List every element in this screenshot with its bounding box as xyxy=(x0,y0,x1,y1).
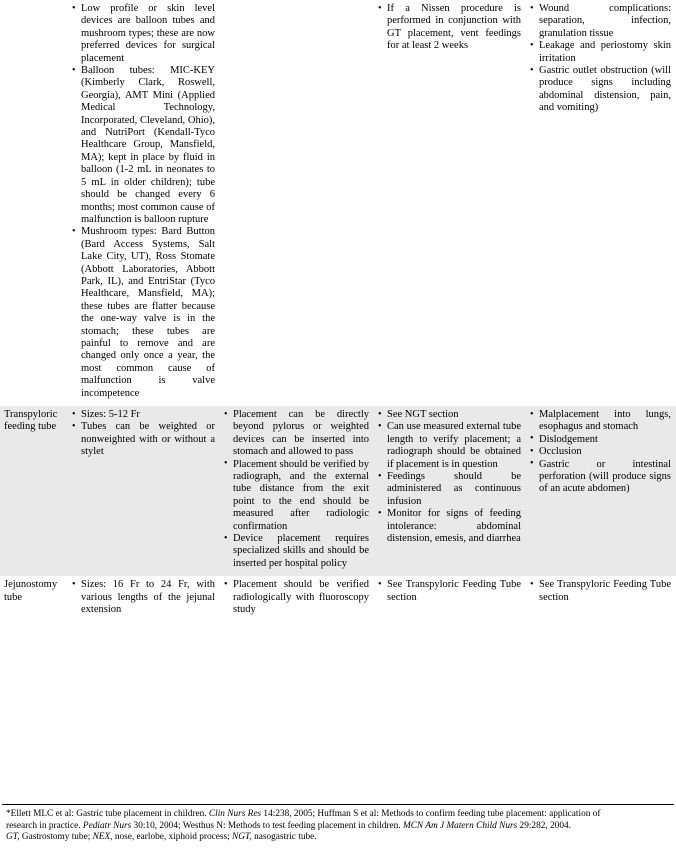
list-item: • Monitor for signs of feeding intolerance: abdominal distension, emesis, and diarrhea xyxy=(378,508,521,545)
list-item: • Low profile or skin level devices are balloon tubes and mushroom types; these are now preferred devices for surgical placement xyxy=(72,3,215,65)
table-row xyxy=(0,0,676,406)
row-cell-c xyxy=(374,0,526,406)
abbrev-gt: GT, xyxy=(6,831,20,842)
footnote-line-1 xyxy=(6,809,670,820)
list-item: • Can use measured external tube length to verify placement; a radiograph should be obtained if placement is in question xyxy=(378,421,521,471)
list-item: • Occlusion xyxy=(530,446,671,458)
table-row xyxy=(0,576,676,622)
row-cell-c xyxy=(374,406,526,576)
table-row xyxy=(0,406,676,576)
list-item: • Mushroom types: Bard Button (Bard Access Systems, Salt Lake City, UT), Ross Stomate (Abbott Laboratories, Abbott Park, IL), and EntriStar (Tyco Healthcare, Mansfield, MA); these tubes are flatter because the one-way valve is in the stomach; these tubes are painful to remove and are changed only once a year, the most common cause of malfunction is valve incompetence xyxy=(72,226,215,400)
list-item: • Wound complications: separation, infection, granulation tissue xyxy=(530,3,671,40)
list-item: • Balloon tubes: MIC-KEY (Kimberly Clark, Roswell, Georgia), AMT Mini (Applied Medical Technology, Incorporated, Cleveland, Ohio), and NutriPort (Kendall-Tyco Healthcare Group, Mansfield, MA); kept in place by fluid in balloon (1-2 mL in neonates to 5 mL in older children); tube should be changed every 6 months; most common cause of malfunction is balloon rupture xyxy=(72,65,215,226)
footnote-text: 14:238, 2005; Huffman S et al: Methods to confirm feeding tube placement: application of xyxy=(261,809,601,820)
list-item: • Gastric or intestinal perforation (will produce signs of an acute abdomen) xyxy=(530,459,671,496)
abbrev-ngt: NGT, xyxy=(232,831,252,842)
footnote-text: research in practice. xyxy=(6,820,83,831)
row-cell-d xyxy=(526,576,676,622)
footnote-text: 29:282, 2004. xyxy=(517,820,571,831)
list-item: • Dislodgement xyxy=(530,434,671,446)
list-item: • Device placement requires specialized skills and should be inserted per hospital policy xyxy=(224,533,369,570)
row-cell-d xyxy=(526,406,676,576)
list-item: • Sizes: 5-12 Fr xyxy=(72,409,215,421)
list-item: • Placement should be verified by radiograph, and the external tube distance from the exit point to the end should be measured after radiologic confirmation xyxy=(224,459,369,533)
list-item: • Sizes: 16 Fr to 24 Fr, with various lengths of the jejunal extension xyxy=(72,579,215,616)
footnote-text: 30:10, 2004; Westhus N: Methods to test feeding placement in children. xyxy=(131,820,403,831)
list-item: • See Transpyloric Feeding Tube section xyxy=(378,579,521,604)
list-item: • Leakage and periostomy skin irritation xyxy=(530,40,671,65)
row-cell-c xyxy=(374,576,526,622)
list-item: • Tubes can be weighted or nonweighted with or without a stylet xyxy=(72,421,215,458)
list-item: • Gastric outlet obstruction (will produce signs including abdominal distension, pain, and vomiting) xyxy=(530,65,671,115)
row-label xyxy=(0,0,68,406)
row-label: Transpyloric feeding tube xyxy=(0,406,68,576)
row-cell-a xyxy=(68,576,220,622)
journal-name: Clin Nurs Res xyxy=(208,809,262,820)
list-item: • If a Nissen procedure is performed in conjunction with GT placement, vent feedings for at least 2 weeks xyxy=(378,3,521,53)
row-cell-b xyxy=(220,576,374,622)
row-label: Jejunostomy tube xyxy=(4,579,58,603)
row-cell-a xyxy=(68,406,220,576)
footnote-line-2 xyxy=(6,821,670,832)
footnote-text: Gastrostomy tube; xyxy=(19,831,93,842)
footnote-text: *Ellett MLC et al: Gastric tube placement in children. xyxy=(6,809,209,820)
list-item: • See NGT section xyxy=(378,409,521,421)
journal-name: MCN Am J Matern Child Nurs xyxy=(402,820,518,831)
row-cell-b xyxy=(220,406,374,576)
table-footnote xyxy=(2,804,674,843)
footnote-text: nose, earlobe, xiphoid process; xyxy=(112,831,233,842)
list-item: • Placement should be verified radiologically with fluoroscopy study xyxy=(224,579,369,616)
footnote-text: nasogastric tube. xyxy=(251,831,317,842)
list-item: • Feedings should be administered as continuous infusion xyxy=(378,471,521,508)
abbrev-nex: NEX, xyxy=(92,831,113,842)
row-cell-b xyxy=(220,0,374,406)
list-item: • Malplacement into lungs, esophagus and stomach xyxy=(530,409,671,434)
row-cell-a xyxy=(68,0,220,406)
row-cell-d xyxy=(526,0,676,406)
list-item: • Placement can be directly beyond pylorus or weighted devices can be inserted into stomach and allowed to pass xyxy=(224,409,369,459)
journal-name: Pediatr Nurs xyxy=(82,820,132,831)
list-item: • See Transpyloric Feeding Tube section xyxy=(530,579,671,604)
footnote-abbreviations xyxy=(6,832,670,843)
